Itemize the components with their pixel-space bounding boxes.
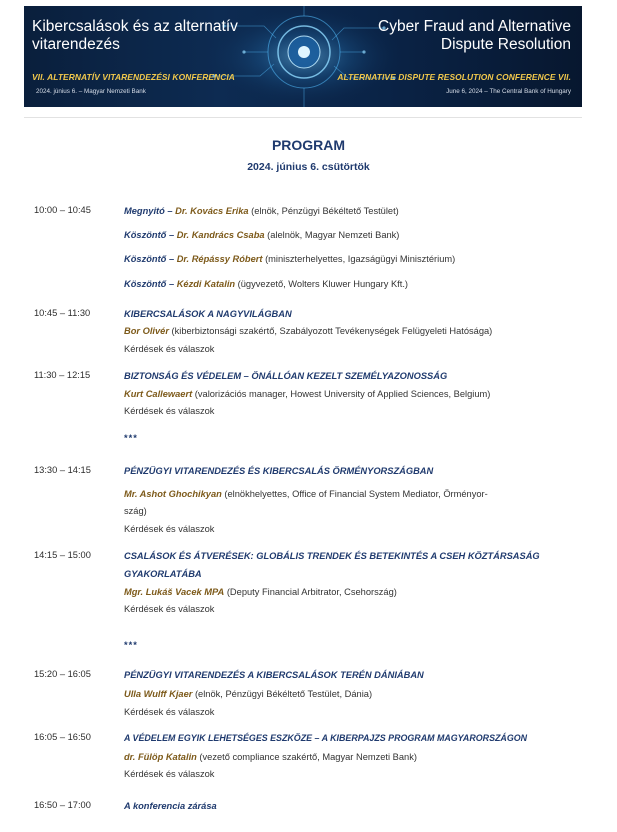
speaker-affiliation: (Deputy Financial Arbitrator, Csehország) — [224, 587, 397, 597]
opening-speaker: Dr. Répássy Róbert — [176, 254, 263, 264]
opening-affiliation: (alelnök, Magyar Nemzeti Bank) — [264, 230, 400, 240]
speaker-affiliation-cont: szág) — [124, 506, 147, 516]
speaker-name: Kurt Callewaert — [124, 389, 193, 399]
break-separator: *** — [124, 433, 138, 443]
program-date: 2024. június 6. csütörtök — [247, 161, 370, 173]
banner-title-hu-line1: Kibercsalások és az alternatív — [32, 18, 238, 35]
opening-line — [124, 229, 399, 241]
banner-title-en-line1: Cyber Fraud and Alternative — [378, 18, 571, 35]
session-speaker-line — [124, 325, 492, 337]
speaker-affiliation: (valorizációs manager, Howest University of Applied Sciences, Belgium) — [192, 389, 491, 399]
session-time: 14:15 – 15:00 — [34, 550, 91, 560]
opening-line — [124, 205, 399, 217]
speaker-name: dr. Fülöp Katalin — [124, 752, 197, 762]
divider — [24, 117, 582, 118]
opening-affiliation: (ügyvezető, Wolters Kluwer Hungary Kft.) — [235, 279, 408, 289]
session-title-cont: GYAKORLATÁBA — [124, 569, 202, 579]
session-speaker-line — [124, 688, 372, 700]
speaker-affiliation: (kiberbiztonsági szakértő, Szabályozott Tevékenységek Felügyeleti Hatósága) — [168, 326, 493, 336]
opening-separator: – — [166, 230, 177, 240]
speaker-name: Mgr. Lukáš Vacek MPA — [124, 587, 225, 597]
banner-conference-hu: VII. ALTERNATÍV VITARENDEZÉSI KONFERENCIA — [32, 72, 235, 82]
session-time: 13:30 – 14:15 — [34, 465, 91, 475]
session-speaker-line — [124, 586, 397, 598]
speaker-affiliation: (elnökhelyettes, Office of Financial System Mediator, Örményor- — [221, 489, 488, 499]
break-separator: *** — [124, 640, 138, 650]
session-title: PÉNZÜGYI VITARENDEZÉS ÉS KIBERCSALÁS ÖRMÉNYORSZÁGBAN — [124, 466, 434, 476]
opening-role: Köszöntő — [124, 230, 167, 240]
session-title: KIBERCSALÁSOK A NAGYVILÁGBAN — [124, 309, 292, 319]
session-time: 15:20 – 16:05 — [34, 669, 91, 679]
opening-role: Köszöntő — [124, 254, 167, 264]
qa-label: Kérdések és válaszok — [124, 769, 215, 779]
session-time: 16:50 – 17:00 — [34, 800, 91, 810]
speaker-affiliation: (elnök, Pénzügyi Békéltető Testület, Dánia) — [192, 689, 373, 699]
opening-separator: – — [166, 279, 177, 289]
opening-affiliation: (miniszterhelyettes, Igazságügyi Minisztérium) — [262, 254, 456, 264]
qa-label: Kérdések és válaszok — [124, 524, 215, 534]
session-title: BIZTONSÁG ÉS VÉDELEM – ÖNÁLLÓAN KEZELT SZEMÉLYAZONOSSÁG — [124, 371, 448, 381]
opening-speaker: Dr. Kovács Erika — [175, 206, 249, 216]
opening-line — [124, 253, 455, 265]
conference-banner — [24, 6, 582, 107]
opening-speaker: Kézdi Katalin — [176, 279, 236, 289]
opening-role: Köszöntő — [124, 279, 167, 289]
qa-label: Kérdések és válaszok — [124, 344, 215, 354]
session-title: PÉNZÜGYI VITARENDEZÉS A KIBERCSALÁSOK TERÉN DÁNIÁBAN — [124, 670, 424, 680]
banner-date-hu: 2024. június 6. – Magyar Nemzeti Bank — [36, 88, 146, 95]
qa-label: Kérdések és válaszok — [124, 406, 215, 416]
speaker-affiliation: (vezető compliance szakértő, Magyar Nemzeti Bank) — [196, 752, 417, 762]
opening-affiliation: (elnök, Pénzügyi Békéltető Testület) — [248, 206, 399, 216]
session-time: 16:05 – 16:50 — [34, 732, 91, 742]
session-speaker-line — [124, 751, 417, 763]
session-time: 10:00 – 10:45 — [34, 205, 91, 215]
session-speaker-line — [124, 488, 488, 500]
qa-label: Kérdések és válaszok — [124, 707, 215, 717]
opening-line — [124, 278, 408, 290]
closing-title: A konferencia zárása — [124, 801, 217, 811]
session-time: 10:45 – 11:30 — [34, 308, 91, 318]
banner-title-en — [378, 18, 571, 54]
session-speaker-line — [124, 388, 490, 400]
banner-date-en: June 6, 2024 – The Central Bank of Hungary — [446, 88, 571, 95]
session-title: A VÉDELEM EGYIK LEHETSÉGES ESZKÖZE – A KIBERPAJZS PROGRAM MAGYARORSZÁGON — [124, 733, 528, 743]
program-title: PROGRAM — [271, 137, 346, 153]
banner-title-hu-line2: vitarendezés — [32, 36, 120, 53]
opening-separator: – — [166, 254, 177, 264]
speaker-name: Ulla Wulff Kjaer — [124, 689, 193, 699]
banner-conference-en: ALTERNATIVE DISPUTE RESOLUTION CONFERENCE VII. — [337, 72, 571, 82]
speaker-name: Bor Olivér — [124, 326, 169, 336]
opening-role: Megnyitó — [124, 206, 165, 216]
opening-speaker: Dr. Kandrács Csaba — [176, 230, 265, 240]
session-time: 11:30 – 12:15 — [34, 370, 91, 380]
qa-label: Kérdések és válaszok — [124, 604, 215, 614]
session-title: CSALÁSOK ÉS ÁTVERÉSEK: GLOBÁLIS TRENDEK ÉS BETEKINTÉS A CSEH KÖZTÁRSASÁG — [124, 551, 540, 561]
opening-separator: – — [164, 206, 176, 216]
banner-title-en-line2: Dispute Resolution — [440, 36, 571, 53]
speaker-name: Mr. Ashot Ghochikyan — [124, 489, 222, 499]
banner-title-hu — [32, 18, 238, 54]
